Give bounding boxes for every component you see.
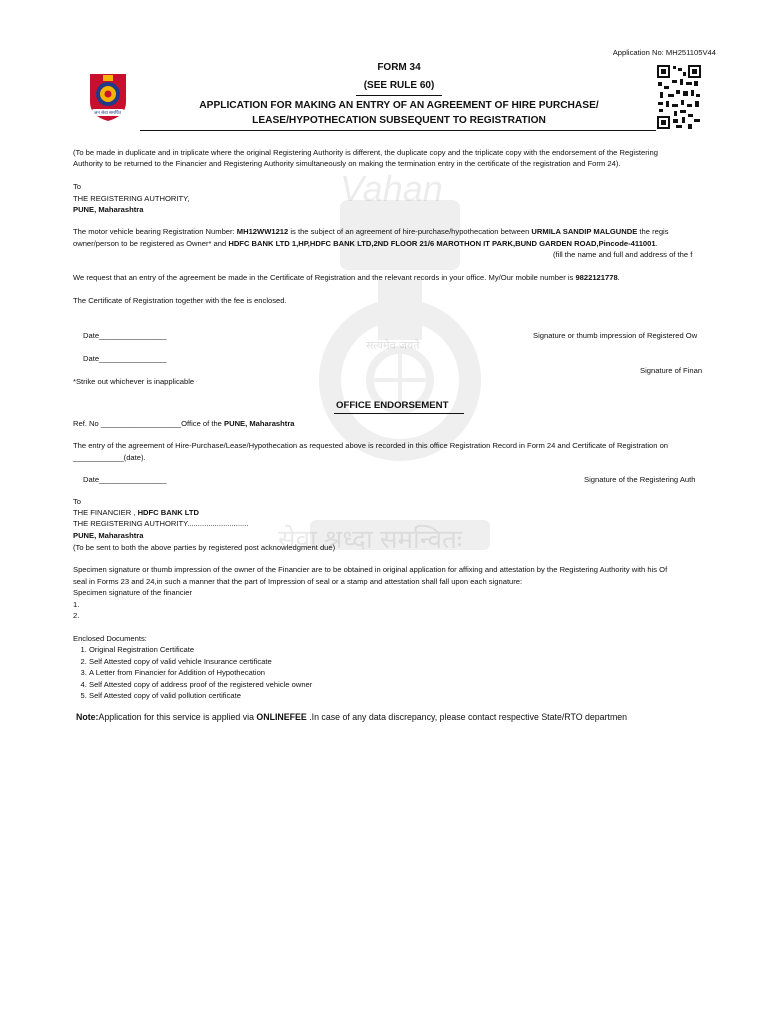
enclosed-item: 1. Original Registration Certificate xyxy=(89,644,312,656)
note-text-2: .In case of any data discrepancy, please contact respective State/RTO departmen xyxy=(306,712,628,722)
enclosed-documents-list xyxy=(73,644,312,702)
ref-text: Ref. No ___________________Office of the xyxy=(73,419,225,428)
specimen-line2: seal in Forms 23 and 24,in such a manner that the part of Impression of seal or a stamp and attestation shall fall upon each signature: xyxy=(73,577,523,586)
note-label: Note: xyxy=(76,712,99,722)
vehicle-text-4: owner/person to be registered as Owner* and xyxy=(73,239,229,248)
entry-recorded-line1: The entry of the agreement of Hire-Purchase/Lease/Hypothecation as requested above is recorded in this office Registration Record in Form 24 and Certificate of Registration on xyxy=(73,441,669,450)
endorsement-underline xyxy=(334,413,464,414)
specimen-financier-label: Specimen signature of the financier xyxy=(73,588,193,597)
strike-note: *Strike out whichever is inapplicable xyxy=(73,377,195,386)
registering-authority-signature: Signature of the Registering Auth xyxy=(584,475,696,484)
financier-place: PUNE, Maharashtra xyxy=(73,531,144,540)
vehicle-para-line2 xyxy=(73,238,703,249)
to-label: To xyxy=(73,182,82,191)
header-rule xyxy=(140,130,656,131)
ref-line xyxy=(73,418,295,429)
registering-authority-dots: THE REGISTERING AUTHORITY............................. xyxy=(73,519,249,528)
financier-signature-label: Signature of Finan xyxy=(640,366,703,375)
watermark-motto: सत्यमेव जयते xyxy=(366,340,420,352)
office-endorsement-heading: OFFICE ENDORSEMENT xyxy=(336,400,449,411)
vehicle-text-2: is the subject of an agreement of hire-purchase/hypothecation between xyxy=(288,227,532,236)
request-end: . xyxy=(617,273,620,282)
vehicle-text-1: The motor vehicle bearing Registration Number: xyxy=(73,227,237,236)
certificate-enclosed: The Certificate of Registration together with the fee is enclosed. xyxy=(73,296,287,305)
service-note xyxy=(76,712,703,722)
registration-number: MH12WW1212 xyxy=(236,227,289,236)
financier-prefix: THE FINANCIER , xyxy=(73,508,138,517)
specimen-line1: Specimen signature or thumb impression of the owner of the Financier are to be obtained in original application for affixing and attestation by the Registering Authority with his Of xyxy=(73,565,668,574)
application-number: Application No: MH251105V44 xyxy=(612,48,716,57)
note-text-1: Application for this service is applied via xyxy=(98,712,257,722)
watermark-emblem xyxy=(300,160,500,580)
form-title-line1: APPLICATION FOR MAKING AN ENTRY OF AN AGREEMENT OF HIRE PURCHASE/ xyxy=(199,100,599,111)
specimen-number-1: 1. xyxy=(73,600,80,609)
fill-name-note: (fill the name and full and address of the f xyxy=(553,250,693,259)
enclosed-item: 4. Self Attested copy of address proof of the registered vehicle owner xyxy=(89,679,312,691)
date-field-2: Date________________ xyxy=(83,354,167,363)
entry-recorded-line2: ____________(date). xyxy=(73,453,146,462)
intro-line2: Authority to be returned to the Financier and Registering Authority simultaneously on making the termination entry in the certificate of the registration and Form 24). xyxy=(73,159,621,168)
note-mode: ONLINEFEE xyxy=(256,712,307,722)
emblem-caption: जन सेवा समर्पित xyxy=(94,110,122,115)
watermark-text-top: Vahan xyxy=(340,168,443,209)
rule-underline xyxy=(356,95,442,96)
request-text: We request that an entry of the agreement be made in the Certificate of Registration and the relevant records in your office. My/Our mobile number is xyxy=(73,273,576,282)
form-rule: (SEE RULE 60) xyxy=(363,80,435,91)
form-number: FORM 34 xyxy=(377,62,421,73)
vehicle-text-5: . xyxy=(655,239,658,248)
authority-place: PUNE, Maharashtra xyxy=(73,205,144,214)
vehicle-text-3: the regis xyxy=(637,227,669,236)
owner-name: URMILA SANDIP MALGUNDE xyxy=(531,227,638,236)
specimen-number-2: 2. xyxy=(73,611,80,620)
ref-place: PUNE, Maharashtra xyxy=(224,419,295,428)
form-title-line2: LEASE/HYPOTHECATION SUBSEQUENT TO REGISTRATION xyxy=(252,115,546,126)
mobile-number: 9822121778 xyxy=(575,273,618,282)
date-field-3: Date________________ xyxy=(83,475,167,484)
intro-line1: (To be made in duplicate and in triplicate where the original Registering Authority is different, the duplicate copy and the triplicate copy with the endorsement of the Registering xyxy=(73,148,658,157)
enclosed-item: 3. A Letter from Financier for Addition of Hypothecation xyxy=(89,667,312,679)
enclosed-item: 2. Self Attested copy of valid vehicle Insurance certificate xyxy=(89,656,312,668)
registering-authority: THE REGISTERING AUTHORITY, xyxy=(73,194,190,203)
enclosed-documents-heading: Enclosed Documents: xyxy=(73,634,147,643)
vehicle-para-line1 xyxy=(73,226,703,237)
financier-line xyxy=(73,507,199,518)
enclosed-item: 5. Self Attested copy of valid pollution certificate xyxy=(89,690,312,702)
to-financier-label: To xyxy=(73,497,82,506)
watermark-text-bottom: सेवा श्रध्दा समन्वितः xyxy=(278,524,463,554)
date-field-1: Date________________ xyxy=(83,331,167,340)
request-para xyxy=(73,272,620,283)
financier-name: HDFC BANK LTD xyxy=(137,508,200,517)
financier-address: HDFC BANK LTD 1,HP,HDFC BANK LTD,2ND FLOOR 21/6 MAROTHON IT PARK,BUND GARDEN ROAD,Pincode-411001 xyxy=(228,239,656,248)
owner-signature-label: Signature or thumb impression of Registered Ow xyxy=(533,331,698,340)
registered-post-note: (To be sent to both the above parties by registered post acknowledgment due) xyxy=(73,543,336,552)
